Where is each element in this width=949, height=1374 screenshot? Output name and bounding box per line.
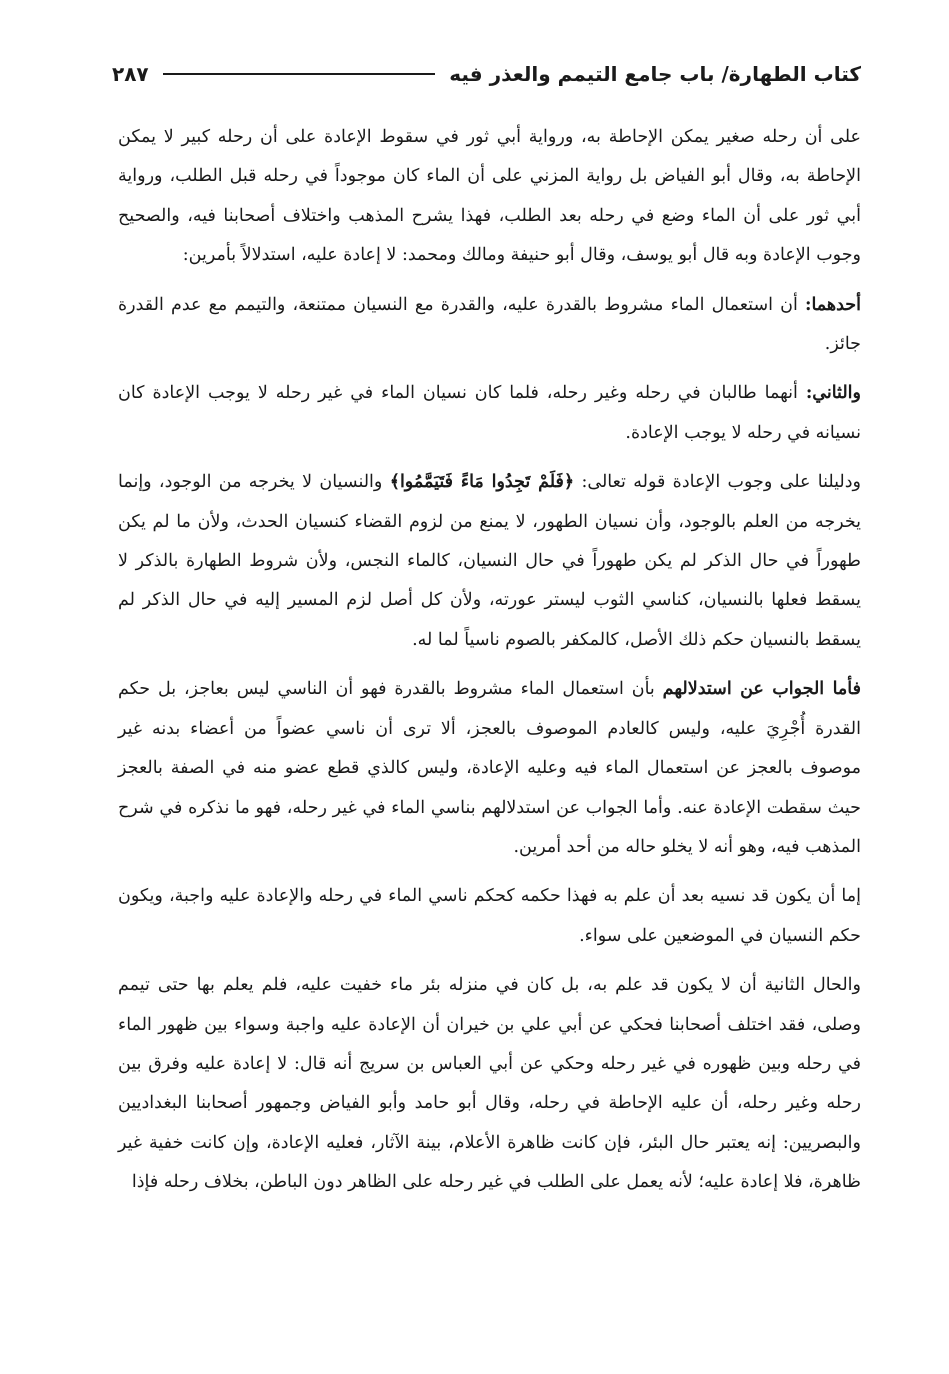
- paragraph-5: [118, 670, 861, 867]
- paragraph-text: على أن رحله صغير يمكن الإحاطة به، ورواية أبي ثور في سقوط الإعادة على أن رحله كبير لا يمكن الإحاطة به، وقال أبو الفياض بل رواية المزني على أن الماء كان موجوداً في رحله قبل الطلب، ورواية أبي ثور على أن الماء وضع في رحله بعد الطلب، فهذا يشرح المذهب واختلاف أصحابنا فيه، والصحيح وجوب الإعادة وبه قال أبو يوسف، وقال أبو حنيفة ومالك ومحمد: لا إعادة عليه، استدلالاً بأمرين:: [118, 127, 861, 266]
- paragraph-text-after-verse: والنسيان لا يخرجه من الوجود، وإنما يخرجه من العلم بالوجود، وأن نسيان الطهور، لا يمنع من لزوم القضاء كنسيان الحدث، ولأن ما لم يكن طهوراً في حال الذكر لم يكن طهوراً في حال النسيان، كالماء النجس، ولأن شروط الطهارة بالذكر لا يسقط فعلها بالنسيان، كناسي الثوب ليستر عورته، ولأن كل أصل لزم المسير إليه في حال الذكر لم يسقط بالنسيان حكم ذلك الأصل، كالمكفر بالصوم ناسياً لما له.: [118, 472, 861, 650]
- paragraph-text: أن استعمال الماء مشروط بالقدرة عليه، والقدرة مع النسيان ممتنعة، والتيمم مع عدم القدرة جائز.: [118, 294, 861, 355]
- quran-verse: ﴿فَلَمْ تَجِدُوا مَاءً فَتَيَمَّمُوا﴾: [389, 472, 575, 493]
- header-rule: [163, 73, 436, 75]
- paragraph-lead: أحدهما:: [804, 294, 861, 315]
- page-body: [118, 118, 861, 1213]
- paragraph-lead: والثاني:: [805, 383, 861, 404]
- chapter-title: كتاب الطهارة/ باب جامع التيمم والعذر فيه: [449, 62, 861, 86]
- paragraph-text-before-verse: ودليلنا على وجوب الإعادة قوله تعالى:: [574, 472, 862, 493]
- paragraph-text: بأن استعمال الماء مشروط بالقدرة فهو أن الناسي ليس بعاجز، بل حكم القدرة أُجْرِيَ عليه، وليس كالعادم الموصوف بالعجز، ألا ترى أن ناسي عضواً من أعضاء بدنه غير موصوف بالعجز عن استعمال الماء فيه وعليه الإعادة، وليس كالذي قطع عضو منه في الصفة بالعجز حيث سقطت الإعادة عنه. وأما الجواب عن استدلالهم بناسي الماء في غير رحله، فهو ما نذكره في شرح المذهب فيه، وهو أنه لا يخلو حاله من أحد أمرين.: [118, 679, 861, 857]
- running-header: [112, 56, 861, 92]
- paragraph-lead: فأما الجواب عن استدلالهم: [662, 679, 861, 700]
- paragraph-6: [118, 877, 861, 956]
- paragraph-text: والحال الثانية أن لا يكون قد علم به، بل كان في منزله بئر ماء خفيت عليه، فلم يعلم بها حتى تيمم وصلى، فقد اختلف أصحابنا فحكي عن أبي علي بن خيران أن الإعادة عليه واجبة وسواء بين ظهور الماء في رحله وبين ظهوره في غير رحله وحكي عن أبي العباس بن سريج أنه قال: لا إعادة عليه وفرق بين رحله وغير رحله، أن عليه الإحاطة في رحله، وقال أبو حامد وأبو الفياض وجمهور أصحابنا البغداديين والبصريين: إنه يعتبر حال البئر، فإن كانت ظاهرة الأعلام، بينة الآثار، فعليه الإعادة، وإن كانت خفية غير ظاهرة، فلا إعادة عليه؛ لأنه يعمل على الطلب في غير رحله على الظاهر دون الباطن، بخلاف رحله فإذا: [118, 975, 861, 1193]
- page-number: ٢٨٧: [112, 62, 149, 86]
- paragraph-2: [118, 286, 861, 365]
- paragraph-4: [118, 463, 861, 660]
- paragraph-1: [118, 118, 861, 276]
- paragraph-text: أنهما طالبان في رحله وغير رحله، فلما كان نسيان الماء في غير رحله لا يوجب الإعادة كان نسيانه في رحله لا يوجب الإعادة.: [118, 383, 861, 443]
- paragraph-7: [118, 966, 861, 1202]
- paragraph-3: [118, 374, 861, 453]
- paragraph-text: إما أن يكون قد نسيه بعد أن علم به فهذا حكمه كحكم ناسي الماء في رحله والإعادة عليه واجبة، ويكون حكم النسيان في الموضعين على سواء.: [118, 886, 862, 946]
